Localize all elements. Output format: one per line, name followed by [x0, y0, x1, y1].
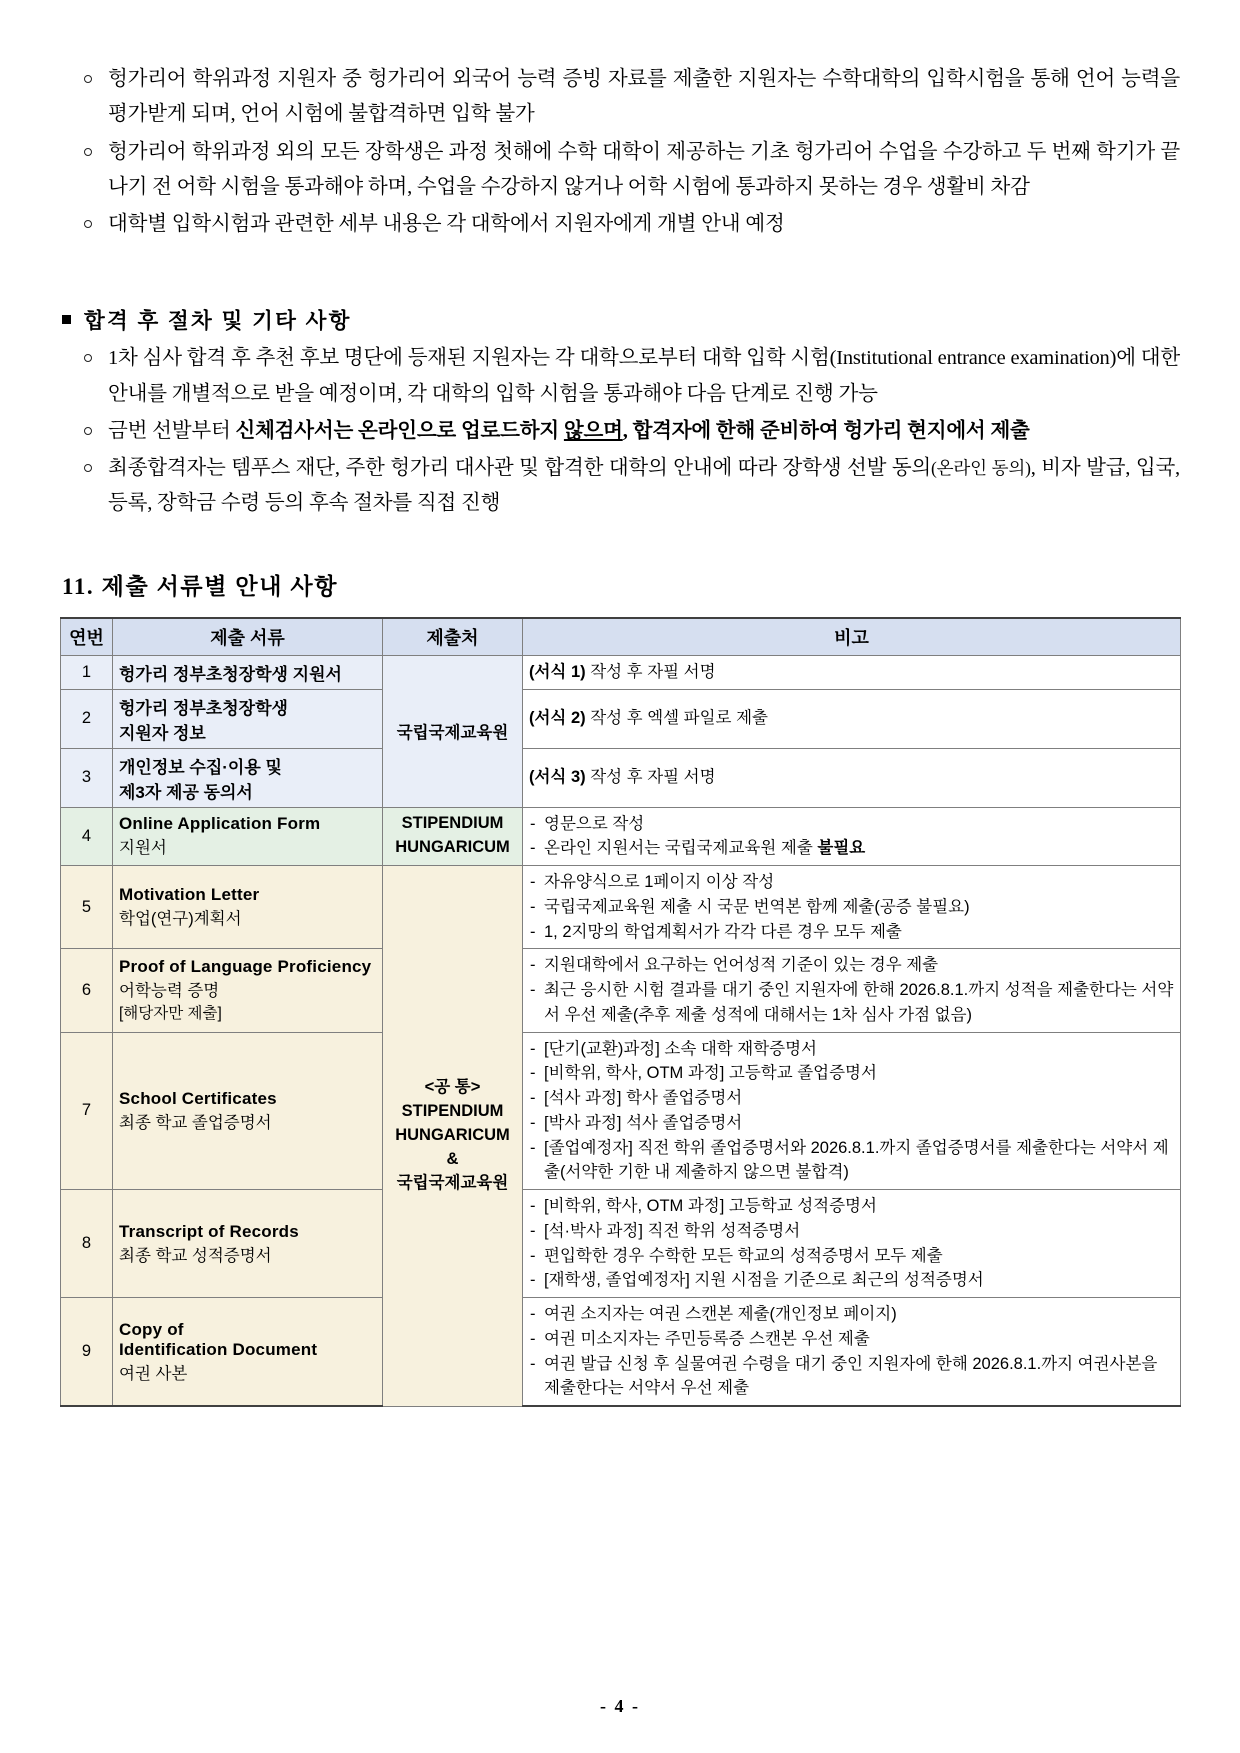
document-name-ko: 지원서	[119, 839, 167, 858]
cell-notes	[523, 1298, 1181, 1407]
cell-notes	[523, 689, 1181, 748]
document-name-en: Online Application Form	[119, 814, 321, 834]
list-item: 헝가리어 학위과정 지원자 중 헝가리어 외국어 능력 증빙 자료를 제출한 지원자는 수학대학의 입학시험을 통해 언어 능력을 평가받게 되며, 언어 시험에 불합격하면 입학 불가	[60, 62, 1180, 133]
document-name-en-line1: Copy of	[119, 1319, 184, 1339]
cell-no: 1	[61, 655, 113, 689]
note-item: - 영문으로 작성	[529, 812, 1174, 837]
cell-no: 3	[61, 748, 113, 807]
submit-to-line2: HUNGARICUM	[395, 838, 510, 857]
note-item: - [졸업예정자] 직전 학위 졸업증명서와 2026.8.1.까지 졸업증명서를 제출한다는 서약서 제출(서약한 기한 내 제출하지 않으면 불합격)	[529, 1136, 1174, 1186]
note-item: - 편입학한 경우 수학한 모든 학교의 성적증명서 모두 제출	[529, 1244, 1174, 1269]
document-name-en: Proof of Language Proficiency	[119, 957, 372, 977]
submit-to-line2: STIPENDIUM	[401, 1101, 504, 1120]
note-item	[529, 836, 1174, 861]
note-item: - [박사 과정] 석사 졸업증명서	[529, 1111, 1174, 1136]
list-item	[60, 414, 1180, 449]
notes-list	[529, 1302, 1174, 1401]
note-item: - 국립국제교육원 제출 시 국문 번역본 함께 제출(공증 불필요)	[529, 895, 1174, 920]
notes-list	[529, 953, 1174, 1027]
note-rest: 작성 후 엑셀 파일로 제출	[585, 709, 768, 728]
list-item: 대학별 입학시험과 관련한 세부 내용은 각 대학에서 지원자에게 개별 안내 예정	[60, 207, 1180, 242]
submission-documents-table	[60, 617, 1181, 1408]
cell-document	[113, 748, 383, 807]
notes-list	[529, 1037, 1174, 1186]
note-item: - [석사 과정] 학사 졸업증명서	[529, 1086, 1174, 1111]
note-prefix: (서식 1)	[529, 662, 586, 681]
cell-no: 2	[61, 689, 113, 748]
table-header-row	[61, 618, 1181, 656]
cell-no: 4	[61, 807, 113, 866]
note-item: - [재학생, 졸업예정자] 지원 시점을 기준으로 최근의 성적증명서	[529, 1268, 1174, 1293]
note-item: - 1, 2지망의 학업계획서가 각각 다른 경우 모두 제출	[529, 920, 1174, 945]
note-item: - [비학위, 학사, OTM 과정] 고등학교 졸업증명서	[529, 1061, 1174, 1086]
cell-submit-to	[383, 807, 523, 866]
table-row	[61, 748, 1181, 807]
spacer	[60, 244, 1180, 270]
page-title: 11. 제출 서류별 안내 사항	[62, 573, 339, 599]
text-underline: 않으며	[563, 419, 623, 442]
cell-notes	[523, 748, 1181, 807]
cell-notes	[523, 866, 1181, 949]
table-row	[61, 1190, 1181, 1298]
text-bold-1: 신체검사서는 온라인으로 업로드하지	[235, 419, 564, 442]
note-item: - [단기(교환)과정] 소속 대학 재학증명서	[529, 1037, 1174, 1062]
document-name-ko-line1: 개인정보 수집·이용 및	[119, 757, 282, 777]
document-name-ko: 학업(연구)계획서	[119, 910, 242, 929]
cell-no: 5	[61, 866, 113, 949]
table-row	[61, 655, 1181, 689]
cell-notes	[523, 807, 1181, 866]
cell-document	[113, 1298, 383, 1407]
cell-notes	[523, 655, 1181, 689]
table-row	[61, 1298, 1181, 1407]
table-row	[61, 1032, 1181, 1190]
notes-list	[529, 812, 1174, 862]
table-row	[61, 807, 1181, 866]
note-item: - 최근 응시한 시험 결과를 대기 중인 지원자에 한해 2026.8.1.까지 성적을 제출한다는 서약서 우선 제출(추후 제출 성적에 대해서는 1차 심사 가점 없음)	[529, 978, 1174, 1028]
cell-submit-to: 국립국제교육원	[383, 655, 523, 807]
document-name-ko: 최종 학교 졸업증명서	[119, 1113, 272, 1132]
notes-list	[529, 870, 1174, 944]
cell-document	[113, 655, 383, 689]
text-b: , 비자 발급, 입국, 등록, 장학금 수령 등의 후속 절차를 직접 진행	[108, 457, 1180, 515]
document-name-ko-line2: 제3자 제공 동의서	[119, 782, 253, 802]
note-text: 온라인 지원서는 국립국제교육원 제출	[544, 839, 818, 858]
table-row	[61, 866, 1181, 949]
column-header-notes: 비고	[523, 618, 1181, 656]
cell-notes	[523, 1190, 1181, 1298]
list-item	[60, 451, 1180, 522]
section-heading: 합격 후 절차 및 기타 사항	[60, 304, 1180, 335]
note-item: - 여권 소지자는 여권 스캔본 제출(개인정보 페이지)	[529, 1302, 1174, 1327]
spacer	[60, 524, 1180, 568]
document-name-ko: 최종 학교 성적증명서	[119, 1246, 272, 1265]
page-number: - 4 -	[600, 1696, 640, 1716]
cell-no: 6	[61, 949, 113, 1032]
text-a: 최종합격자는 템푸스 재단, 주한 헝가리 대사관 및 합격한 대학의 안내에 따라 장학생 선발 동의	[108, 457, 932, 479]
document-name-en: School Certificates	[119, 1088, 277, 1108]
cell-document	[113, 807, 383, 866]
table-row	[61, 689, 1181, 748]
cell-no: 7	[61, 1032, 113, 1190]
table-row	[61, 949, 1181, 1032]
list-item: 헝가리어 학위과정 외의 모든 장학생은 과정 첫해에 수학 대학이 제공하는 기초 헝가리어 수업을 수강하고 두 번째 학기가 끝나기 전 어학 시험을 통과해야 하며, 수업을 수강하지 않거나 어학 시험에 통과하지 못하는 경우 생활비 차감	[60, 135, 1180, 206]
cell-document	[113, 866, 383, 949]
note-rest: 작성 후 자필 서명	[585, 662, 716, 681]
cell-no: 9	[61, 1298, 113, 1407]
cell-document	[113, 949, 383, 1032]
cell-no: 8	[61, 1190, 113, 1298]
note-item: - [비학위, 학사, OTM 과정] 고등학교 성적증명서	[529, 1194, 1174, 1219]
note-item: - 여권 미소지자는 주민등록증 스캔본 우선 제출	[529, 1327, 1174, 1352]
document-name-ko: 어학능력 증명	[119, 982, 220, 1001]
text-small: (온라인 동의)	[931, 458, 1031, 478]
note-item: - 자유양식으로 1페이지 이상 작성	[529, 870, 1174, 895]
document-name-en: Motivation Letter	[119, 885, 260, 905]
cell-notes	[523, 1032, 1181, 1190]
section-bullet-list	[60, 341, 1180, 521]
note-rest: 작성 후 자필 서명	[585, 768, 716, 787]
note-item: - 지원대학에서 요구하는 언어성적 기준이 있는 경우 제출	[529, 953, 1174, 978]
cell-notes	[523, 949, 1181, 1032]
column-header-no: 연번	[61, 618, 113, 656]
document-name-en-line2: Identification Document	[119, 1339, 318, 1359]
column-header-document: 제출 서류	[113, 618, 383, 656]
document-name-ko: 헝가리 정부초청장학생 지원서	[119, 664, 342, 684]
top-bullet-list	[60, 62, 1180, 242]
note-prefix: (서식 3)	[529, 768, 586, 787]
document-name-ko: 여권 사본	[119, 1364, 188, 1383]
submit-to-line4: &	[446, 1149, 459, 1168]
text-pre: 금번 선발부터	[108, 419, 236, 442]
document-name-ko-line1: 헝가리 정부초청장학생	[119, 698, 288, 718]
column-header-submit-to: 제출처	[383, 618, 523, 656]
notes-list	[529, 1194, 1174, 1293]
submit-to-line1: <공 통>	[424, 1077, 481, 1096]
note-prefix: (서식 2)	[529, 709, 586, 728]
submit-to-line3: HUNGARICUM	[395, 1125, 510, 1144]
cell-document	[113, 1190, 383, 1298]
cell-document	[113, 1032, 383, 1190]
document-name-sub: [해당자만 제출]	[119, 1005, 222, 1023]
note-item: - 여권 발급 신청 후 실물여권 수령을 대기 중인 지원자에 한해 2026.8.1.까지 여권사본을 제출한다는 서약서 우선 제출	[529, 1352, 1174, 1402]
list-item: 1차 심사 합격 후 추천 후보 명단에 등재된 지원자는 각 대학으로부터 대학 입학 시험(Institutional entrance examination)에 대한 안내를 개별적으로 받을 예정이며, 각 대학의 입학 시험을 통과해야 다음 단계로 진행 가능	[60, 341, 1180, 412]
submit-to-line5: 국립국제교육원	[396, 1173, 509, 1192]
submit-to-line1: STIPENDIUM	[401, 814, 504, 833]
note-item: - [석·박사 과정] 직전 학위 성적증명서	[529, 1219, 1174, 1244]
document-name-en: Transcript of Records	[119, 1221, 299, 1241]
note-bold-tail: 불필요	[817, 839, 866, 858]
document-name-ko-line2: 지원자 정보	[119, 723, 206, 743]
cell-submit-to-common	[383, 866, 523, 1407]
text-bold-2: , 합격자에 한해 준비하여 헝가리 현지에서 제출	[622, 419, 1030, 442]
cell-document	[113, 689, 383, 748]
